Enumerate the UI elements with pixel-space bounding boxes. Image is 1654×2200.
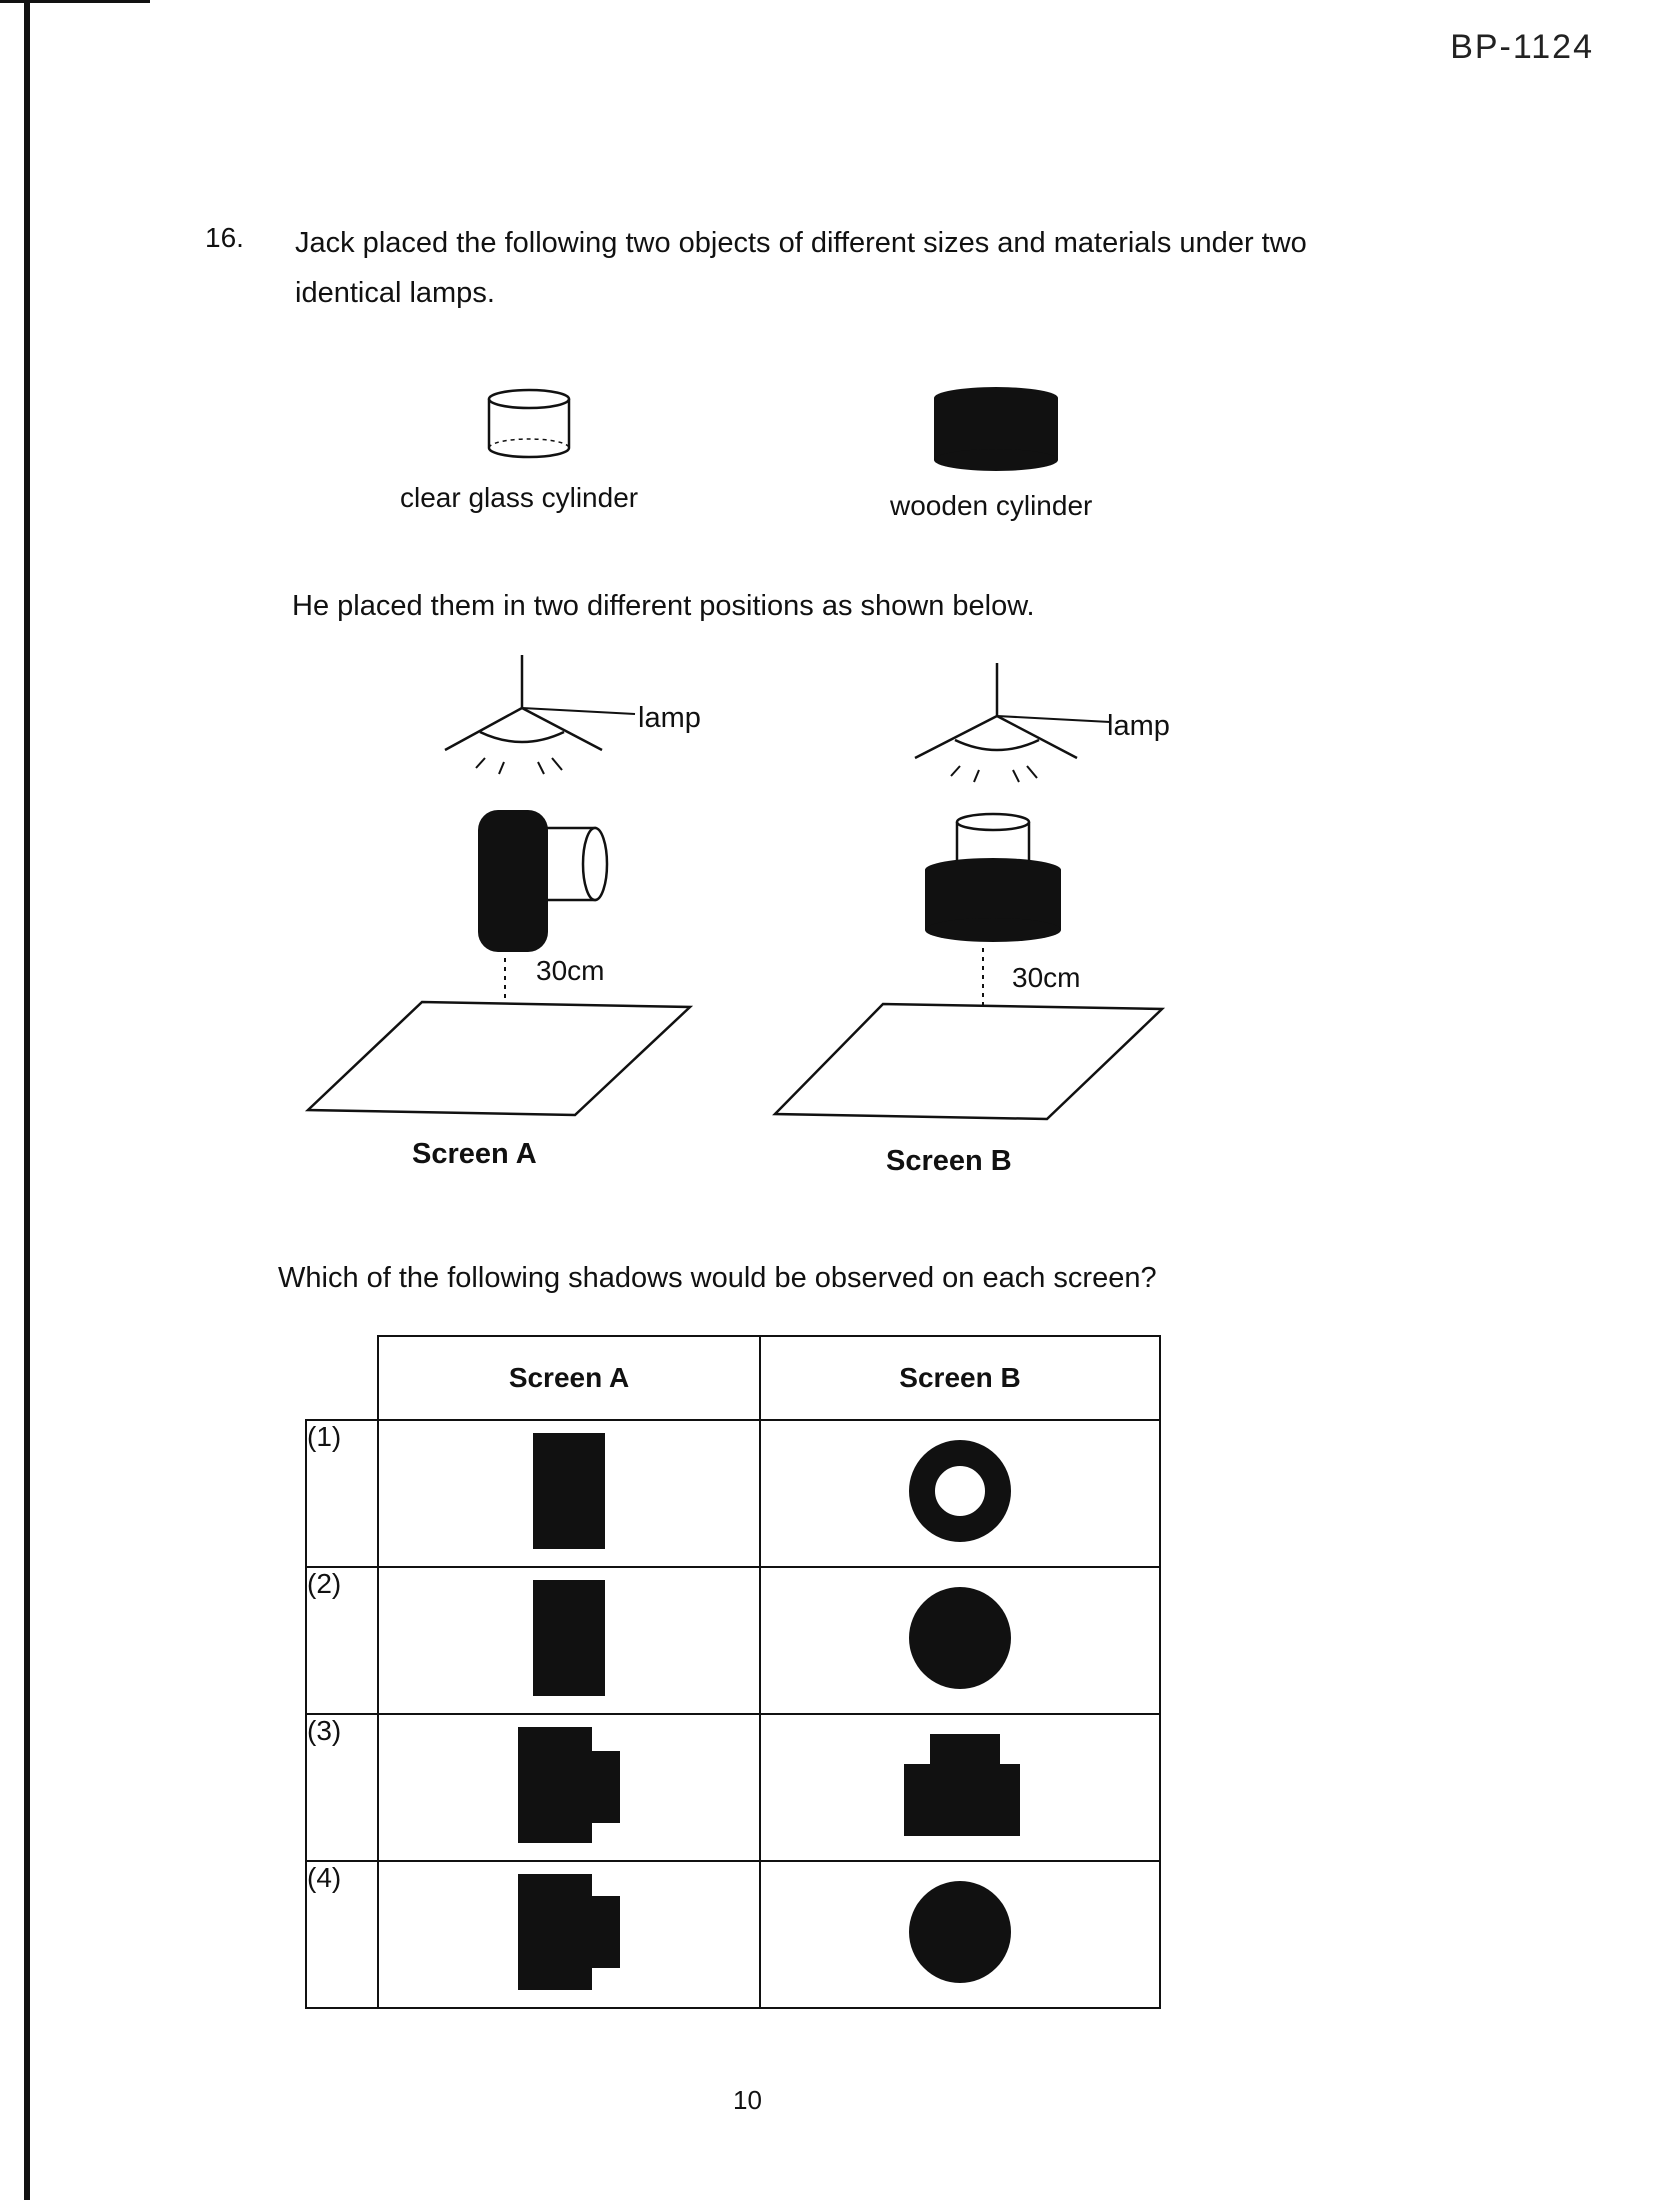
left-margin-line xyxy=(24,0,30,2200)
shadow-cell-b xyxy=(760,1714,1160,1861)
distance-label-b: 30cm xyxy=(1012,962,1081,993)
wooden-cylinder-label: wooden cylinder xyxy=(890,490,1093,521)
filled-circle-shadow xyxy=(905,1583,1015,1693)
question-number: 16. xyxy=(205,222,244,253)
option-index: (2) xyxy=(306,1567,378,1714)
col-header-screen-b: Screen B xyxy=(760,1336,1160,1420)
paper-code: BP-1124 xyxy=(1450,28,1594,66)
shadow-cell-a xyxy=(378,1420,760,1567)
screen-b-label: Screen B xyxy=(886,1145,1012,1177)
question-text: Jack placed the following two objects of different sizes and materials under two identical lamps. xyxy=(295,227,1307,309)
table-row xyxy=(306,1861,1160,2008)
table-corner xyxy=(306,1336,378,1420)
question-prompt: Which of the following shadows would be observed on each screen? xyxy=(278,1262,1157,1294)
shadow-cell-b xyxy=(760,1861,1160,2008)
tall-rectangle-shadow xyxy=(529,1431,609,1551)
shadow-cell-b xyxy=(760,1567,1160,1714)
distance-label-a: 30cm xyxy=(536,955,605,986)
option-index: (3) xyxy=(306,1714,378,1861)
shadow-cell-a xyxy=(378,1714,760,1861)
lamp-label-a: lamp xyxy=(638,702,701,734)
rectangle-with-tab-shadow xyxy=(514,1723,624,1848)
lamp-label-b: lamp xyxy=(1107,710,1170,742)
positions-text: He placed them in two different positions as shown below. xyxy=(292,590,1035,622)
tall-rectangle-shadow xyxy=(529,1578,609,1698)
shadow-cell-a xyxy=(378,1861,760,2008)
table-row xyxy=(306,1714,1160,1861)
rectangle-with-tab-shadow xyxy=(514,1870,624,1995)
top-rule xyxy=(0,0,150,3)
options-table xyxy=(305,1335,1161,2009)
page-number: 10 xyxy=(733,2085,762,2115)
wooden-cylinder-icon xyxy=(930,382,1070,482)
shadow-cell-a xyxy=(378,1567,760,1714)
ring-shadow xyxy=(905,1436,1015,1546)
screen-a-label: Screen A xyxy=(412,1138,537,1170)
shadow-cell-b xyxy=(760,1420,1160,1567)
col-header-screen-a: Screen A xyxy=(378,1336,760,1420)
glass-cylinder-label: clear glass cylinder xyxy=(400,482,639,513)
stepped-rectangle-shadow xyxy=(900,1730,1020,1840)
option-index: (1) xyxy=(306,1420,378,1567)
filled-circle-shadow xyxy=(905,1877,1015,1987)
option-index: (4) xyxy=(306,1861,378,2008)
clear-glass-cylinder-icon xyxy=(485,385,585,470)
table-row xyxy=(306,1420,1160,1567)
table-row xyxy=(306,1567,1160,1714)
